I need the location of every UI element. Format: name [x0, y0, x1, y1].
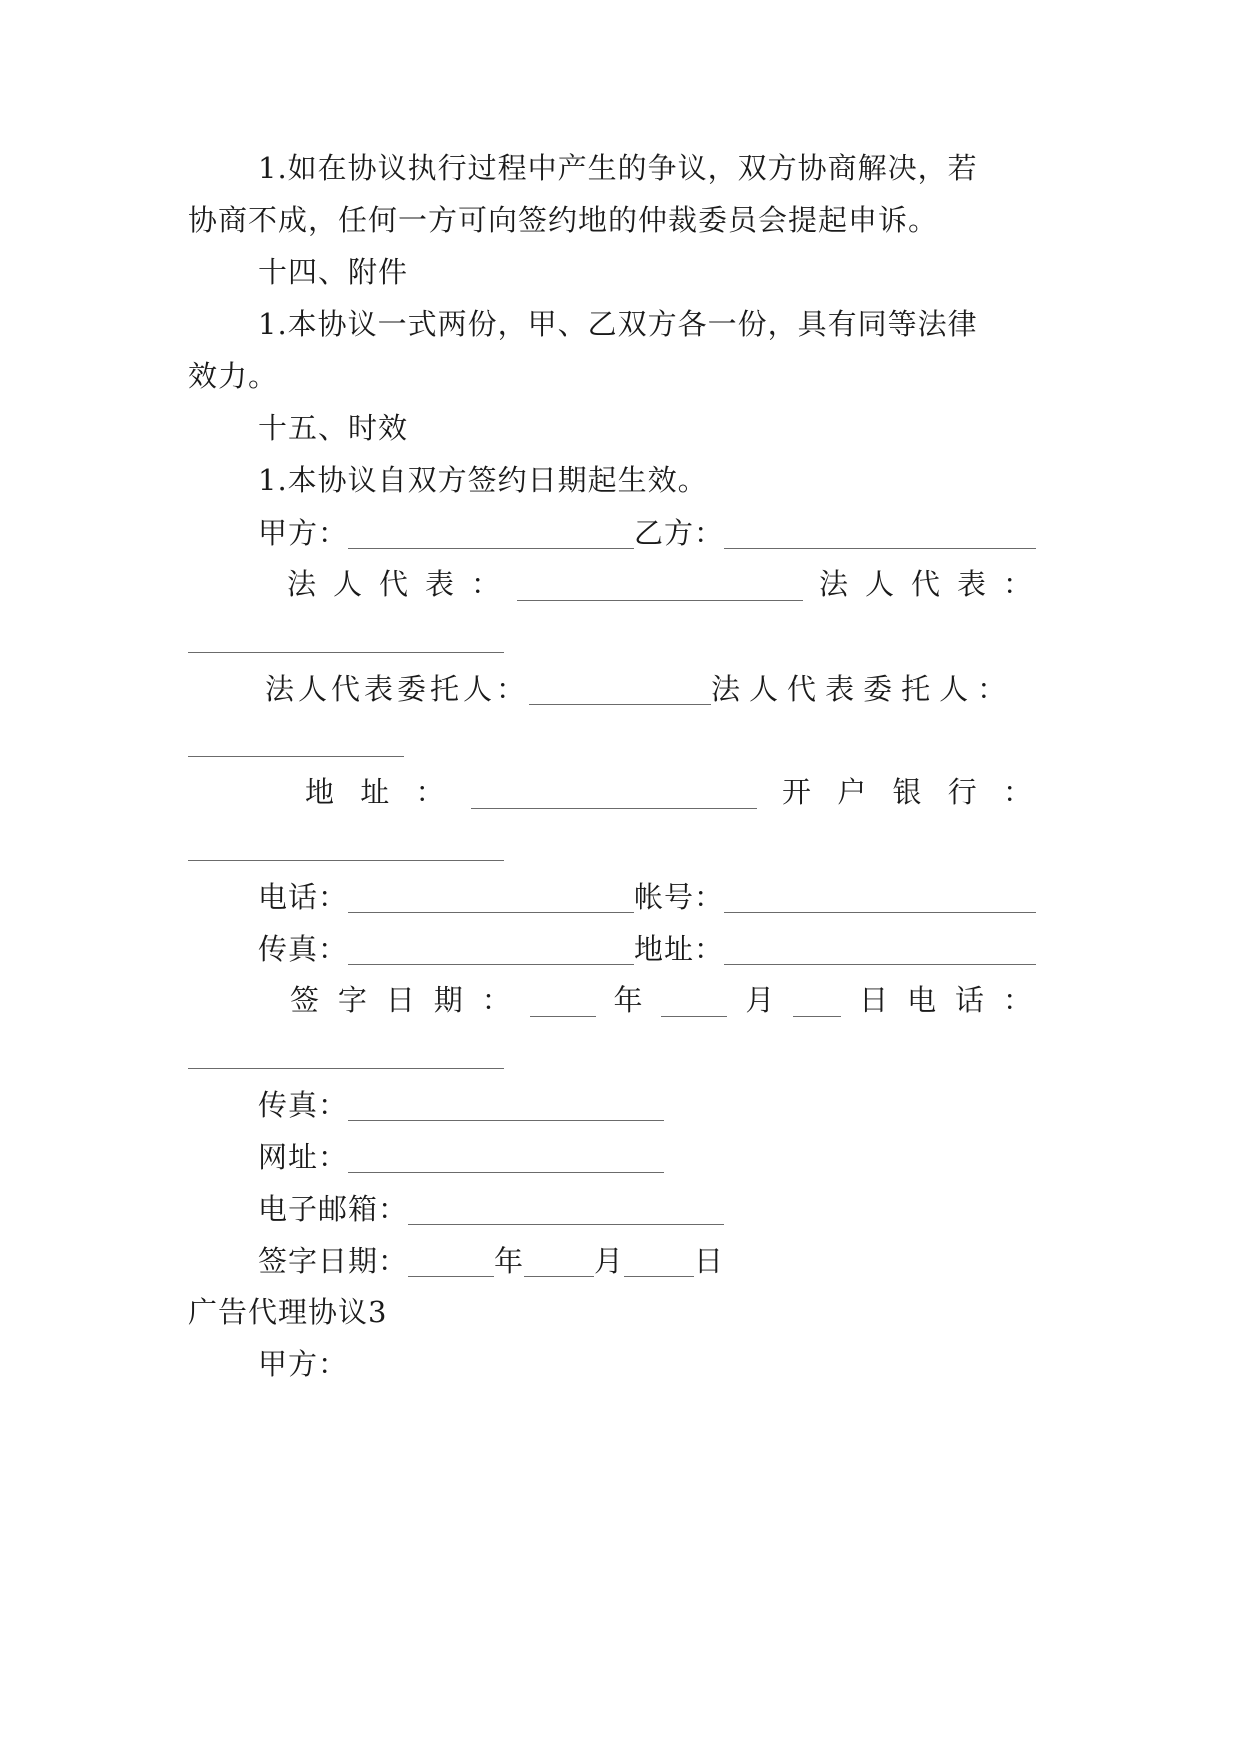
year2-blank[interactable]	[408, 1236, 494, 1277]
trustee-b-char: 代	[787, 672, 826, 706]
account-label: 帐号：	[634, 880, 725, 914]
phone-blank[interactable]	[348, 872, 634, 913]
fax-address-row	[258, 928, 1056, 968]
legal-rep-a-char: ：	[471, 567, 502, 601]
bank-char: 银	[892, 775, 923, 809]
effective-clause: 1.本协议自双方签约日期起生效。	[258, 463, 708, 497]
email-blank[interactable]	[408, 1184, 724, 1225]
website-blank[interactable]	[348, 1132, 664, 1173]
party-a-blank[interactable]	[348, 508, 634, 549]
day-blank[interactable]	[793, 976, 841, 1017]
trustee-b-blank[interactable]	[188, 756, 404, 757]
bank-char: 户	[837, 775, 868, 809]
party-b-blank[interactable]	[724, 508, 1036, 549]
month-label: 月	[745, 983, 776, 1017]
legal-rep-a-char: 代	[379, 567, 410, 601]
legal-rep-b-char: 法	[818, 567, 849, 601]
legal-rep-b-char: 代	[910, 567, 941, 601]
address-blank[interactable]	[471, 768, 757, 809]
address-bank-row	[305, 772, 1033, 812]
party-a-label: 甲方：	[258, 516, 349, 550]
sign-date-char: 期	[433, 983, 464, 1017]
sign-date-char: ：	[481, 983, 512, 1017]
dispute-clause-line1: 1.如在协议执行过程中产生的争议，双方协商解决，若	[258, 151, 978, 185]
trustee-a-blank[interactable]	[529, 664, 711, 705]
trustee-b-char: 人	[749, 672, 788, 706]
address-label: 地址：	[634, 932, 725, 966]
trustee-a-label: 法人代表委托人：	[265, 672, 530, 706]
fax-blank[interactable]	[348, 924, 634, 965]
day-phone-char: 话	[955, 983, 986, 1017]
phone-label: 电话：	[258, 880, 349, 914]
sign-date-row	[258, 1240, 1056, 1280]
sign-date-phone-row	[290, 980, 1033, 1020]
address-b-blank[interactable]	[724, 924, 1036, 965]
bank-char: 开	[781, 775, 812, 809]
month-blank[interactable]	[661, 976, 727, 1017]
trustee-b-char: 表	[825, 672, 864, 706]
section-15-heading: 十五、时效	[258, 411, 409, 445]
year-label: 年	[613, 983, 644, 1017]
legal-rep-a-char: 人	[333, 567, 364, 601]
month2-label: 月	[594, 1244, 625, 1278]
year-blank[interactable]	[530, 976, 596, 1017]
address-char: 址	[360, 775, 391, 809]
copies-clause-line2: 效力。	[188, 359, 279, 393]
month2-blank[interactable]	[524, 1236, 594, 1277]
party-b-label: 乙方：	[634, 516, 725, 550]
legal-rep-a-blank[interactable]	[517, 560, 803, 601]
website-row	[258, 1136, 1056, 1176]
legal-rep-a-char: 法	[287, 567, 318, 601]
trustee-row	[265, 668, 1033, 708]
party-row	[258, 512, 1056, 552]
dispute-clause-line2: 协商不成，任何一方可向签约地的仲裁委员会提起申诉。	[188, 203, 939, 237]
legal-rep-b-char: 表	[956, 567, 987, 601]
website-label: 网址：	[258, 1140, 349, 1174]
day2-blank[interactable]	[624, 1236, 694, 1277]
sign-date-char: 字	[337, 983, 368, 1017]
sign-date-char: 日	[385, 983, 416, 1017]
agreement-3-title: 广告代理协议3	[188, 1295, 388, 1329]
bank-blank[interactable]	[188, 860, 504, 861]
sign-date-label: 签字日期：	[258, 1244, 409, 1278]
bank-char: ：	[1002, 775, 1033, 809]
trustee-b-char: ：	[977, 672, 1016, 706]
day-phone-char: 电	[907, 983, 938, 1017]
fax-label: 传真：	[258, 932, 349, 966]
phone-account-row	[258, 876, 1056, 916]
section-14-heading: 十四、附件	[258, 255, 409, 289]
party-a-line: 甲方：	[258, 1347, 349, 1381]
fax-b-label: 传真：	[258, 1088, 349, 1122]
year2-label: 年	[494, 1244, 525, 1278]
trustee-b-label	[711, 669, 1015, 709]
email-label: 电子邮箱：	[258, 1192, 409, 1226]
copies-clause-line1: 1.本协议一式两份，甲、乙双方各一份，具有同等法律	[258, 307, 978, 341]
email-row	[258, 1188, 1056, 1228]
day-phone-char: 日	[859, 983, 890, 1017]
legal-rep-b-char: 人	[864, 567, 895, 601]
fax-b-row	[258, 1084, 1056, 1124]
phone-b-blank[interactable]	[188, 1068, 504, 1069]
day-phone-char: ：	[1002, 983, 1033, 1017]
legal-rep-row	[287, 564, 1033, 604]
address-char: ：	[415, 775, 446, 809]
bank-char: 行	[947, 775, 978, 809]
trustee-b-char: 委	[863, 672, 902, 706]
day2-label: 日	[694, 1244, 725, 1278]
account-blank[interactable]	[724, 872, 1036, 913]
trustee-b-char: 人	[939, 672, 978, 706]
address-char: 地	[305, 775, 336, 809]
legal-rep-b-char: ：	[1002, 567, 1033, 601]
fax-b-blank[interactable]	[348, 1080, 664, 1121]
legal-rep-b-blank[interactable]	[188, 652, 504, 653]
trustee-b-char: 法	[711, 672, 750, 706]
sign-date-char: 签	[290, 983, 321, 1017]
legal-rep-a-char: 表	[425, 567, 456, 601]
trustee-b-char: 托	[901, 672, 940, 706]
